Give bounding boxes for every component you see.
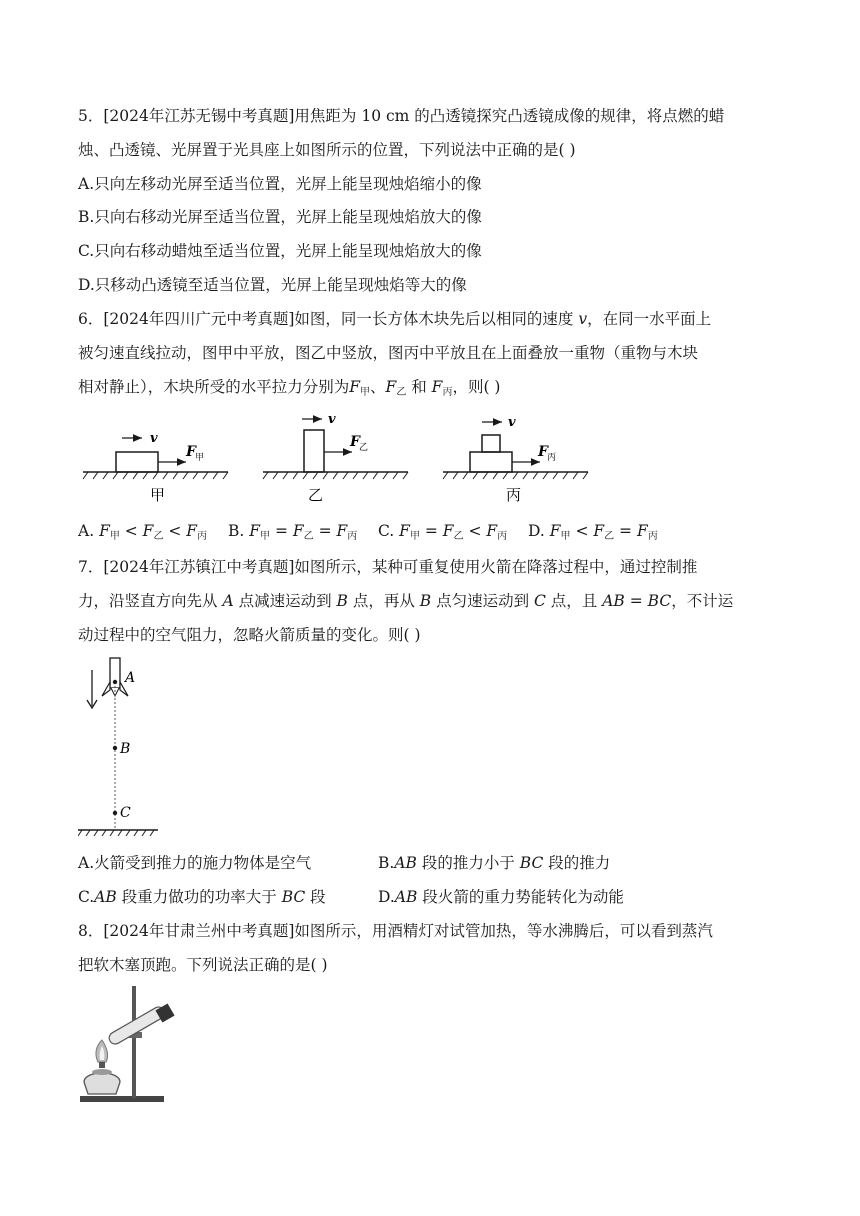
alcohol-lamp-icon [84, 1040, 120, 1094]
q6-fig-label-bing: 丙 [506, 486, 522, 504]
q7-point-c: C [120, 805, 131, 821]
q7-option-b: B.AB 段的推力小于 BC 段的推力 [378, 854, 611, 872]
q6-fig-velocity-label: v [508, 415, 516, 430]
q6-figure [78, 410, 598, 510]
q6-fig-velocity-label: v [328, 412, 336, 427]
q6-stem-line3: 相对静止），木块所受的水平拉力分别为$F_甲$、$F_乙$ 和 $F_丙$，则( ) [78, 378, 501, 398]
q6-fig-label-yi: 乙 [308, 486, 324, 504]
q8-stem-line1: 8．[2024年甘肃兰州中考真题]如图所示，用酒精灯对试管加热，等水沸腾后，可以看到蒸汽 [78, 922, 713, 940]
q7-option-c: C.AB 段重力做功的功率大于 BC 段 [78, 888, 326, 906]
q6-fig-force-yi: F [350, 434, 360, 450]
q5-option-b: B.只向右移动光屏至适当位置，光屏上能呈现烛焰放大的像 [78, 208, 482, 226]
q5-stem-line2: 烛、凸透镜、光屏置于光具座上如图所示的位置，下列说法中正确的是( ) [78, 141, 576, 159]
q7-stem-line3: 动过程中的空气阻力，忽略火箭质量的变化。则( ) [78, 626, 421, 644]
q6-fig-force-bing-sub: 丙 [547, 453, 557, 463]
q6-option-a: A. $F_甲 < F_乙 < F_丙$ [78, 522, 208, 542]
q8-figure [76, 984, 186, 1108]
q6-fig-yi [263, 412, 408, 504]
q5-stem-line1: 5．[2024年江苏无锡中考真题]用焦距为 10 cm 的凸透镜探究凸透镜成像的规律，将点燃的蜡 [78, 107, 725, 125]
q6-fig-force-bing: F [538, 444, 548, 460]
q6-fig-velocity-label: v [150, 431, 158, 446]
q8-stem-line2: 把软木塞顶跑。下列说法正确的是( ) [78, 956, 328, 974]
q5-option-d: D.只移动凸透镜至适当位置，光屏上能呈现烛焰等大的像 [78, 276, 467, 294]
q6-option-d: D. $F_甲 < F_乙 = F_丙$ [528, 522, 658, 542]
q7-figure [78, 656, 168, 840]
q7-option-d: D.AB 段火箭的重力势能转化为动能 [378, 888, 624, 906]
q7-point-a: A [125, 670, 136, 686]
q6-fig-bing [443, 415, 588, 504]
q6-option-c: C. $F_甲 = F_乙 < F_丙$ [378, 522, 508, 542]
q5-option-c: C.只向右移动蜡烛至适当位置，光屏上能呈现烛焰放大的像 [78, 242, 482, 260]
q7-option-a: A.火箭受到推力的施力物体是空气 [78, 854, 312, 872]
q6-stem-line1: 6．[2024年四川广元中考真题]如图，同一长方体木块先后以相同的速度 v，在同一水平面上 [78, 310, 712, 328]
test-tube-icon [107, 1003, 175, 1046]
q5-option-a: A.只向左移动光屏至适当位置，光屏上能呈现烛焰缩小的像 [78, 175, 482, 193]
q6-fig-force-jia-sub: 甲 [195, 453, 205, 463]
q7-point-b: B [120, 741, 131, 757]
q6-fig-label-jia: 甲 [150, 486, 166, 504]
q6-option-b: B. $F_甲 = F_乙 = F_丙$ [228, 522, 358, 542]
q7-stem-line2: 力，沿竖直方向先从 A 点减速运动到 B 点，再从 B 点匀速运动到 C 点，且 AB = BC，不计运 [78, 592, 734, 610]
q6-stem-line2: 被匀速直线拉动，图甲中平放，图乙中竖放，图丙中平放且在上面叠放一重物（重物与木块 [78, 344, 699, 362]
q6-fig-force-yi-sub: 乙 [359, 443, 369, 453]
q6-fig-force-jia: F [186, 444, 196, 460]
q7-stem-line1: 7．[2024年江苏镇江中考真题]如图所示，某种可重复使用火箭在降落过程中，通过控制推 [78, 558, 698, 576]
q6-fig-jia [83, 431, 228, 504]
